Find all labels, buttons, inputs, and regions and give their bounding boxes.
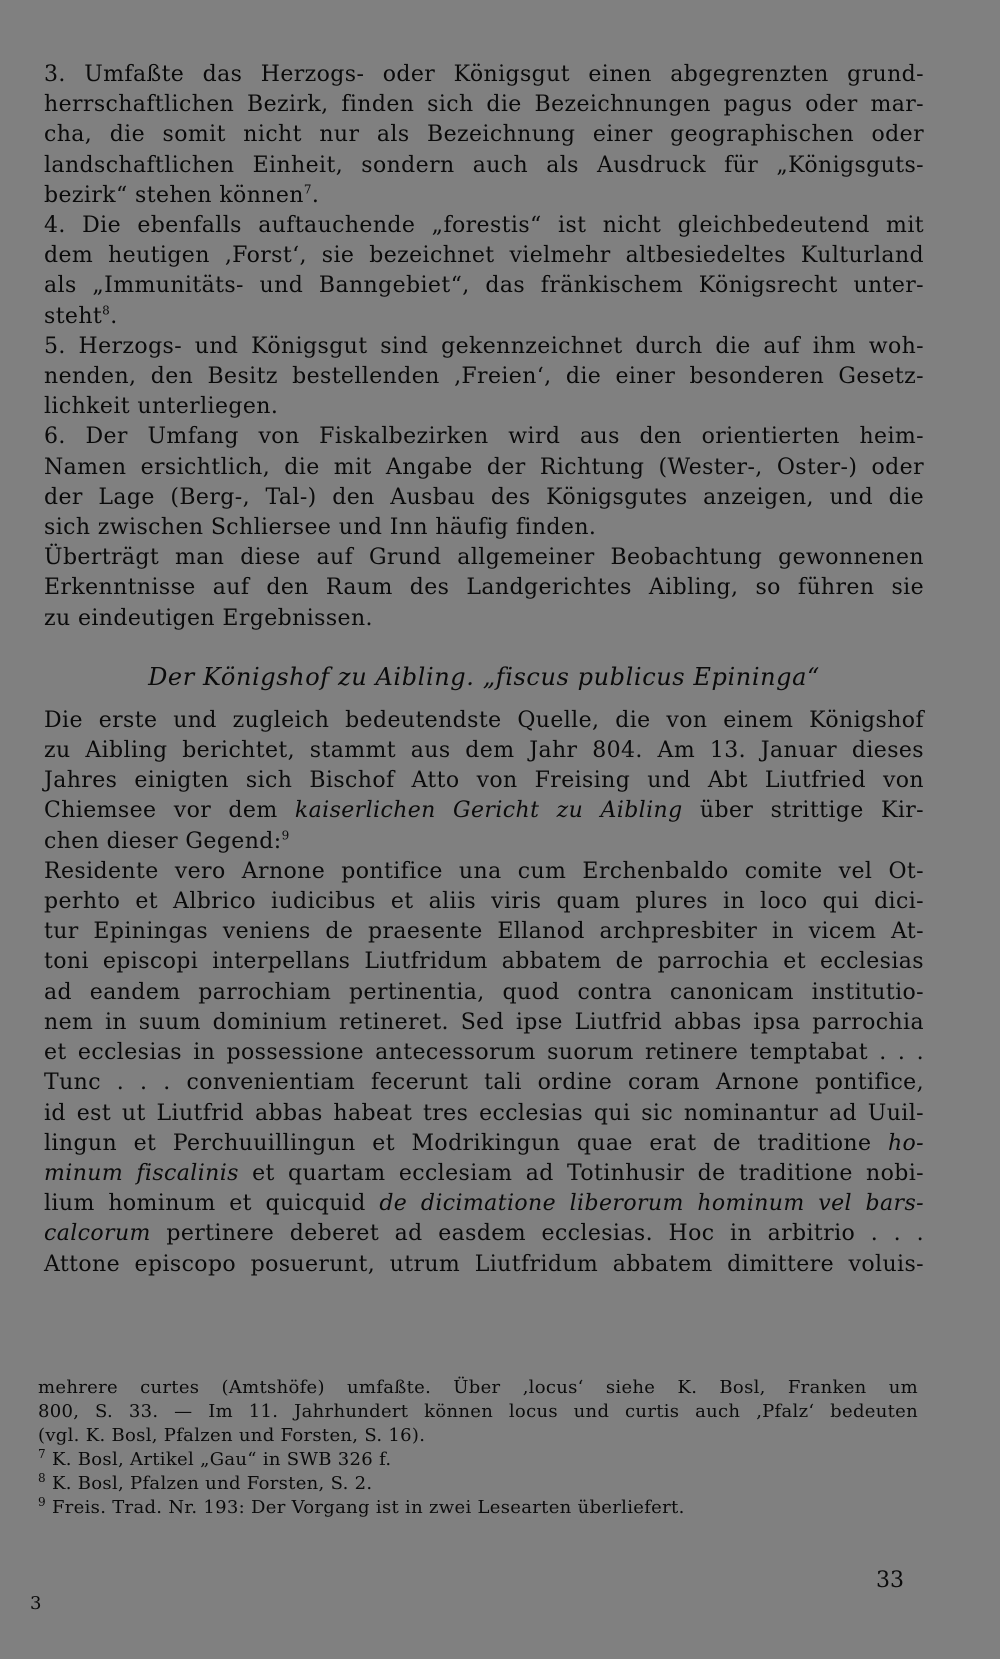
text-run: chen dieser Gegend: [44,828,282,854]
footnote-text: K. Bosl, Artikel „Gau“ in SWB 326 f. [45,1449,392,1470]
paragraph-point-6 [44,422,924,543]
text-run: pertinere deberet ad easdem ecclesias. Hoc in arbitrio . . . [150,1221,924,1247]
text-line: tur Epiningas veniens de praesente Ellanod archpresbiter in vicem At- [44,919,924,945]
paragraph-koenigshof [44,706,924,857]
paragraph-point-4 [44,211,924,332]
text-line: Jahres einigten sich Bischof Atto von Freising und Abt Liutfried von [44,768,924,794]
signature-mark: 3 [30,1593,42,1614]
paragraph-conclusion [44,543,924,634]
text-line: dem heutigen ‚Forst‘, sie bezeichnet vielmehr altbesiedeltes Kulturland [44,243,924,269]
text-run: steht [44,303,103,329]
paragraph-point-3 [44,60,924,211]
text-line: Überträgt man diese auf Grund allgemeiner Beobachtung gewonnenen [44,545,924,571]
text-line: der Lage (Berg-, Tal-) den Ausbau des Königsgutes anzeigen, und die [44,484,924,510]
text-line [44,1159,924,1189]
emphasis-text: calcorum [44,1221,151,1247]
text-line [44,181,924,211]
text-run: . [311,182,320,208]
section-heading: Der Königshof zu Aibling. „fiscus publicus Epininga“ [148,662,820,691]
emphasis-text: kaiserlichen Gericht zu Aibling [294,798,683,824]
footnote-text: K. Bosl, Pfalzen und Forsten, S. 2. [45,1473,373,1494]
footnote-8 [38,1472,918,1496]
text-run: lingun et Perchuuillingun et Modrikingun quae erat de traditione [44,1130,888,1156]
text-line: 5. Herzogs- und Königsgut sind gekennzeichnet durch die auf ihm woh- [44,333,924,359]
text-run: . [110,303,118,329]
text-line [44,1189,924,1219]
footnote-number: 9 [38,1495,46,1509]
text-line: nem in suum dominium retineret. Sed ipse Liutfrid abbas ipsa parrochia [44,1009,924,1035]
text-line: Erkenntnisse auf den Raum des Landgerichtes Aibling, so führen sie [44,575,924,601]
text-line [44,827,924,857]
footnote-7 [38,1448,918,1472]
footnote-ref: 9 [281,828,290,843]
page-number: 33 [876,1568,904,1593]
text-line: als „Immunitäts- und Banngebiet“, das fränkischem Königsrecht unter- [44,273,924,299]
text-line: 6. Der Umfang von Fiskalbezirken wird aus den orientierten heim- [44,424,924,450]
text-run: bezirk“ stehen können [44,182,304,208]
text-line: Die erste und zugleich bedeutendste Quelle, die von einem Königshof [44,707,924,733]
paragraph-point-5 [44,332,924,423]
text-line: lichkeit unterliegen. [44,394,279,420]
text-line [44,796,924,826]
footnote-line: 800, S. 33. — Im 11. Jahrhundert können locus und curtis auch ‚Pfalz‘ bedeuten [38,1401,918,1422]
footnote-ref: 7 [303,182,312,197]
text-run: lium hominum et quicquid [44,1191,380,1217]
footnote-text: Freis. Trad. Nr. 193: Der Vorgang ist in zwei Lesearten überliefert. [45,1497,685,1518]
text-line: cha, die somit nicht nur als Bezeichnung einer geographischen oder [44,122,924,148]
text-line: id est ut Liutfrid abbas habeat tres ecclesias qui sic nominantur ad Uuil- [44,1100,924,1126]
text-line: Namen ersichtlich, die mit Angabe der Richtung (Wester-, Oster-) oder [44,454,924,480]
emphasis-text: minum fiscalinis [44,1160,239,1186]
footnote-number: 8 [38,1471,46,1485]
text-line: zu eindeutigen Ergebnissen. [44,605,373,631]
footnote-9 [38,1496,918,1520]
text-line: 4. Die ebenfalls auftauchende „forestis“ ist nicht gleichbedeutend mit [44,213,924,239]
text-line [44,1219,924,1249]
text-run: et quartam ecclesiam ad Totinhusir de traditione nobi- [238,1160,924,1186]
text-line: zu Aibling berichtet, stammt aus dem Jahr 804. Am 13. Januar dieses [44,738,924,764]
text-line [44,302,924,332]
footnote-line: mehrere curtes (Amtshöfe) umfaßte. Über ‚locus‘ siehe K. Bosl, Franken um [38,1377,918,1398]
emphasis-text: de dicimatione liberorum hominum vel bars- [379,1191,924,1217]
footnotes [38,1376,918,1520]
text-line: toni episcopi interpellans Liutfridum abbatem de parrochia et ecclesias [44,949,924,975]
footnote-line: (vgl. K. Bosl, Pfalzen und Forsten, S. 16). [38,1425,426,1446]
text-run: über strittige Kir- [682,798,925,824]
text-run: Chiemsee vor dem [44,798,295,824]
emphasis-text: ho- [887,1130,924,1156]
footnote-ref: 8 [102,303,111,318]
latin-quotation [44,857,924,1280]
text-line: Tunc . . . convenientiam fecerunt tali ordine coram Arnone pontifice, [44,1070,924,1096]
text-line: perhto et Albrico iudicibus et aliis viris quam plures in loco qui dici- [44,889,924,915]
text-line [44,1129,924,1159]
text-line: Attone episcopo posuerunt, utrum Liutfridum abbatem dimittere voluis- [44,1251,924,1277]
footnote-number: 7 [38,1447,46,1461]
text-line: sich zwischen Schliersee und Inn häufig finden. [44,515,597,541]
main-text [44,60,924,1280]
text-line: landschaftlichen Einheit, sondern auch als Ausdruck für „Königsguts- [44,152,924,178]
text-line: et ecclesias in possessione antecessorum suorum retinere temptabat . . . [44,1040,924,1066]
text-line: 3. Umfaßte das Herzogs- oder Königsgut einen abgegrenzten grund- [44,62,924,87]
text-line: Residente vero Arnone pontifice una cum Erchenbaldo comite vel Ot- [44,858,924,884]
text-line: nenden, den Besitz bestellenden ‚Freien‘, die einer besonderen Gesetz- [44,364,924,390]
text-line: herrschaftlichen Bezirk, finden sich die Bezeichnungen pagus oder mar- [44,92,924,118]
text-line: ad eandem parrochiam pertinentia, quod contra canonicam institutio- [44,979,924,1005]
